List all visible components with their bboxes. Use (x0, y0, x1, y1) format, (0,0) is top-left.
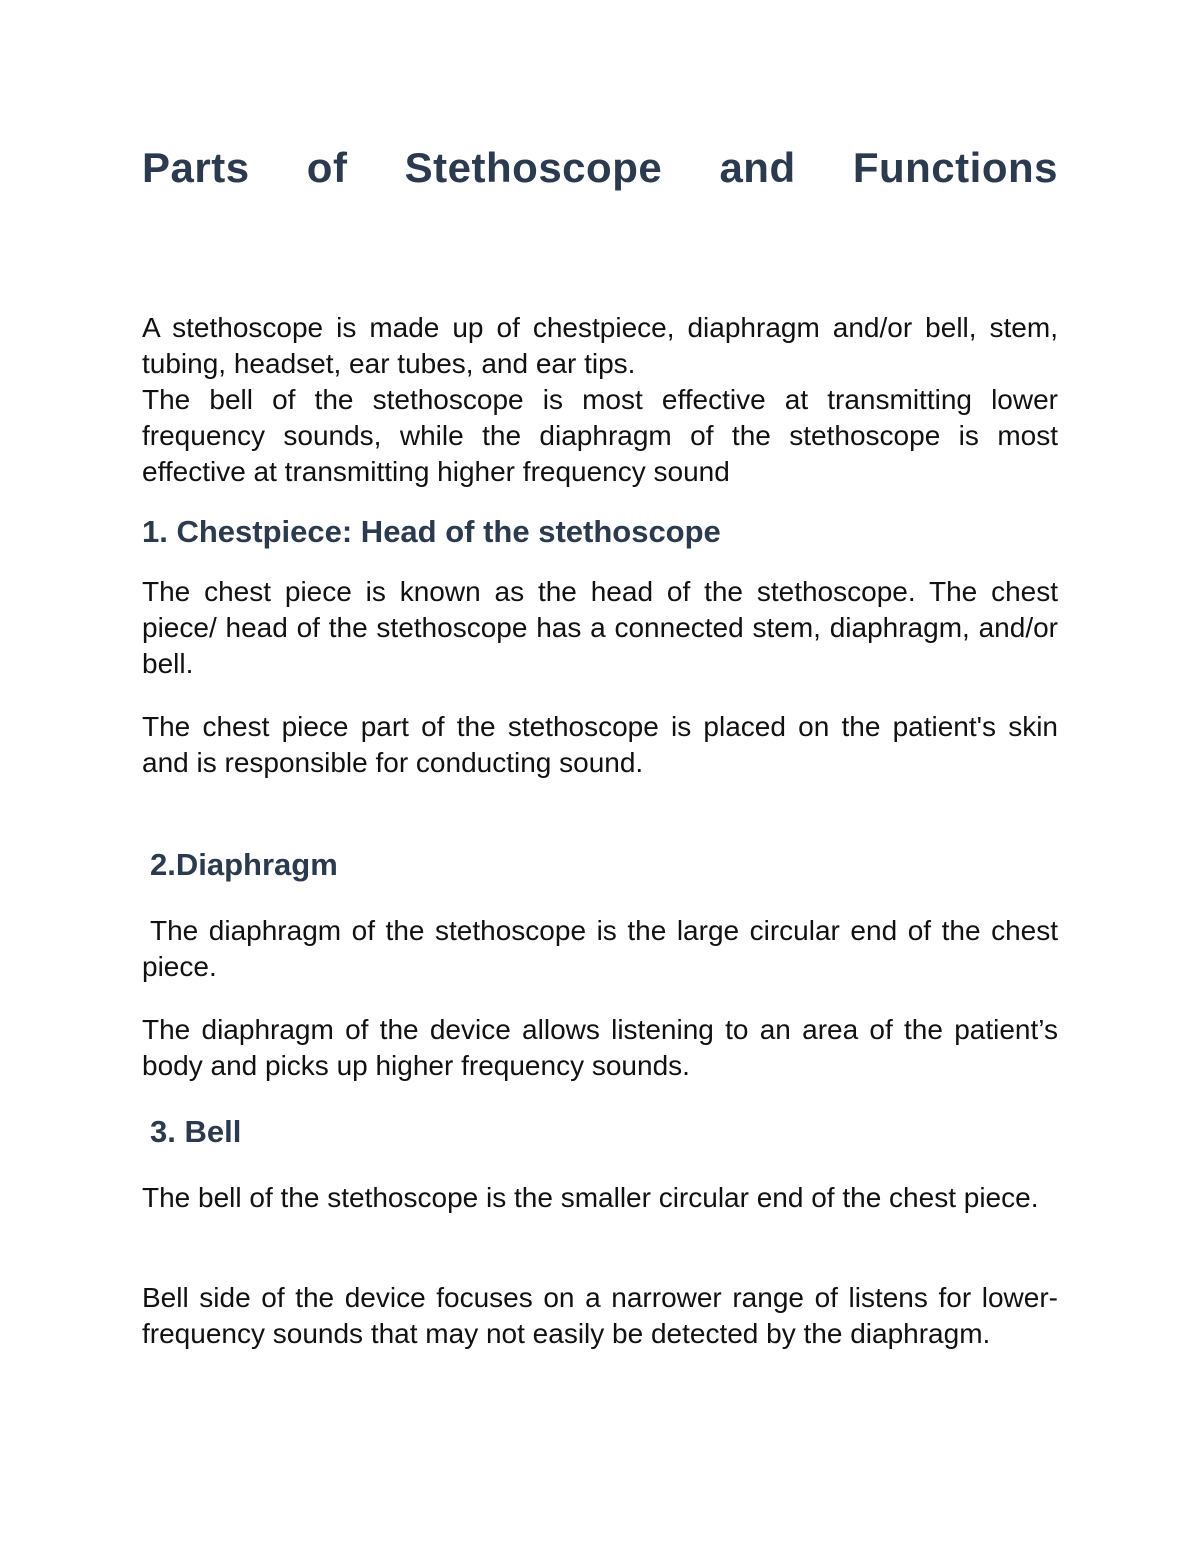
document-page (142, 0, 1058, 1553)
diaphragm-paragraph-1: The diaphragm of the stethoscope is the large circular end of the chest piece. (142, 915, 1058, 982)
intro-paragraph-1: A stethoscope is made up of chestpiece, diaphragm and/or bell, stem, tubing, headset, ear tubes, and ear tips. (142, 312, 1058, 379)
section-heading-chestpiece: 1. Chestpiece: Head of the stethoscope (142, 514, 721, 549)
chestpiece-paragraph-2: The chest piece part of the stethoscope is placed on the patient's skin and is responsible for conducting sound. (142, 711, 1058, 778)
page-title: Parts of Stethoscope and Functions (142, 144, 1058, 191)
diaphragm-paragraph-2: The diaphragm of the device allows listening to an area of the patient’s body and picks up higher frequency sounds. (142, 1014, 1058, 1081)
section-heading-bell: 3. Bell (150, 1114, 242, 1149)
bell-paragraph-2: Bell side of the device focuses on a narrower range of listens for lower-frequency sounds that may not easily be detected by the diaphragm. (142, 1282, 1058, 1349)
section-heading-diaphragm: 2.Diaphragm (150, 847, 338, 882)
chestpiece-paragraph-1: The chest piece is known as the head of the stethoscope. The chest piece/ head of the stethoscope has a connected stem, diaphragm, and/or bell. (142, 576, 1058, 679)
bell-paragraph-1: The bell of the stethoscope is the smaller circular end of the chest piece. (142, 1182, 1039, 1213)
intro-paragraph-2: The bell of the stethoscope is most effective at transmitting lower frequency sounds, while the diaphragm of the stethoscope is most effective at transmitting higher frequency sound (142, 384, 1058, 487)
